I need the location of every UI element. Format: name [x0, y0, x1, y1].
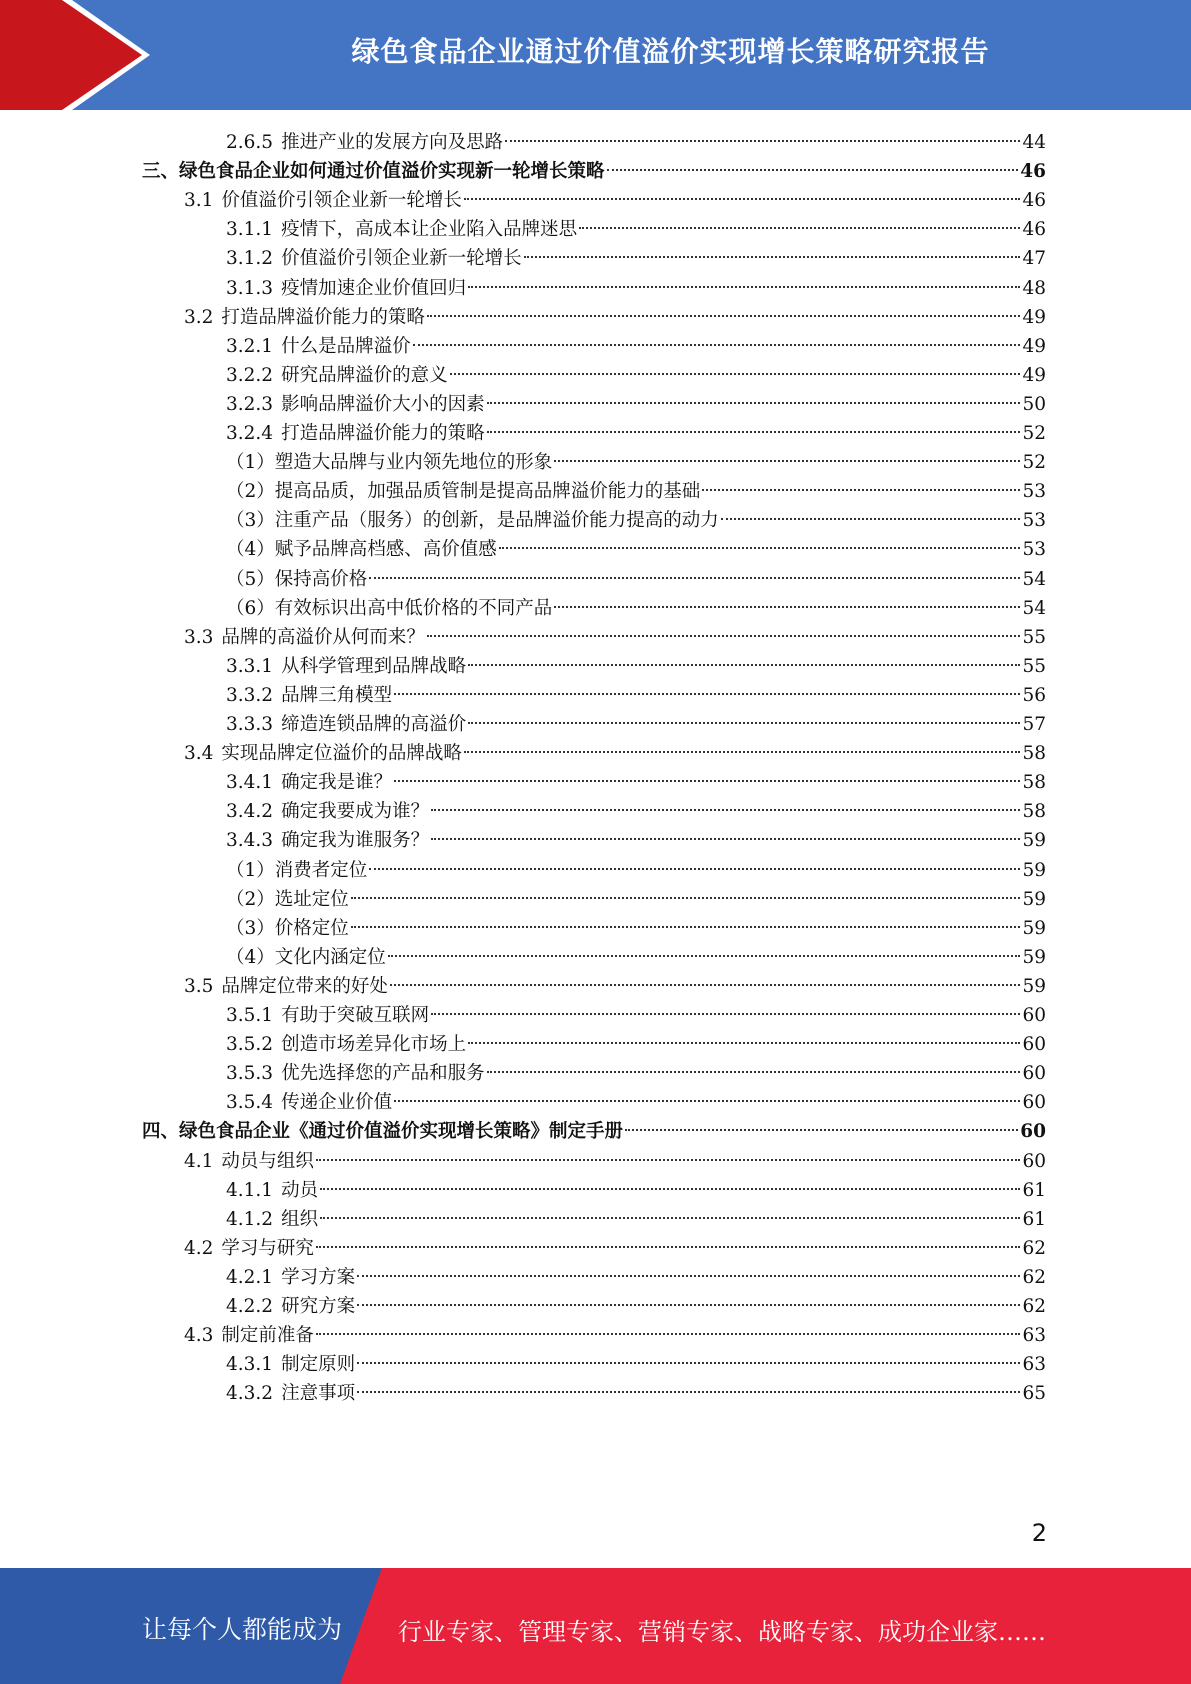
toc-entry[interactable]	[226, 1262, 1046, 1293]
toc-entry-title: 价值溢价引领企业新一轮增长	[221, 190, 462, 212]
toc-entry-title: （4）赋予品牌高档感、高价值感	[226, 539, 497, 561]
toc-entry-number: 3.2.3	[226, 393, 274, 415]
toc-entry-number: 3.2.2	[226, 364, 274, 386]
page-number: 2	[1031, 1519, 1047, 1547]
toc-entry-page: 56	[1022, 684, 1046, 706]
toc-dot-leader	[316, 1333, 1021, 1335]
toc-entry-page: 55	[1022, 626, 1046, 648]
toc-entry-title: 品牌三角模型	[281, 684, 393, 706]
toc-entry[interactable]	[226, 1058, 1046, 1089]
toc-dot-leader	[468, 1042, 1020, 1044]
toc-entry-page: 60	[1020, 1121, 1046, 1143]
toc-entry[interactable]	[226, 564, 1046, 595]
toc-entry-title: 推进产业的发展方向及思路	[281, 132, 504, 153]
toc-dot-leader	[431, 809, 1020, 811]
footer-slogan-left: 让每个人都能成为	[142, 1615, 343, 1644]
toc-entry-number: 3.1	[184, 190, 214, 212]
toc-entry-number: 3.4.2	[226, 801, 274, 823]
page-header	[0, 0, 1191, 110]
toc-entry-number: 3.5.2	[226, 1034, 274, 1056]
toc-entry-title: 品牌定位带来的好处	[221, 975, 388, 997]
toc-entry-title: 打造品牌溢价能力的策略	[281, 423, 485, 444]
toc-entry[interactable]	[184, 1320, 1046, 1351]
toc-entry[interactable]	[142, 1116, 1046, 1147]
toc-dot-leader	[607, 169, 1019, 171]
toc-entry-title: 确定我是谁？	[281, 772, 393, 794]
toc-entry[interactable]	[226, 1000, 1046, 1031]
toc-entry-page: 50	[1022, 393, 1046, 415]
toc-entry-number: 3.2.1	[226, 335, 274, 357]
toc-entry-page: 59	[1022, 830, 1046, 852]
toc-entry-number: 3.3.3	[226, 714, 274, 735]
toc-entry-number: 4.1	[184, 1150, 214, 1172]
toc-entry-title: 什么是品牌溢价	[281, 335, 411, 357]
toc-entry-title: 从科学管理到品牌战略	[281, 655, 467, 677]
toc-entry[interactable]	[226, 273, 1046, 304]
toc-entry-page: 59	[1022, 946, 1046, 968]
toc-dot-leader	[554, 606, 1020, 608]
toc-entry-title: 三、绿色食品企业如何通过价值溢价实现新一轮增长策略	[142, 161, 605, 183]
toc-entry-page: 62	[1022, 1237, 1046, 1259]
toc-entry-number: 4.2	[184, 1237, 214, 1259]
toc-entry-number: 3.1.3	[226, 277, 274, 299]
toc-entry-page: 53	[1022, 539, 1046, 561]
toc-entry-number: 3.2	[184, 306, 214, 328]
toc-entry-page: 59	[1022, 859, 1046, 881]
toc-entry[interactable]	[184, 738, 1046, 769]
toc-dot-leader	[464, 198, 1021, 200]
toc-entry-title: 研究品牌溢价的意义	[281, 364, 448, 386]
toc-entry-number: 4.3.2	[226, 1383, 274, 1405]
toc-entry[interactable]	[184, 302, 1046, 333]
toc-entry-title: 制定前准备	[221, 1325, 314, 1347]
toc-entry-number: 4.3	[184, 1325, 214, 1347]
toc-entry[interactable]	[226, 942, 1046, 973]
toc-entry-title: 确定我要成为谁？	[281, 801, 430, 823]
toc-entry[interactable]	[226, 855, 1046, 886]
toc-entry-page: 52	[1022, 452, 1046, 474]
toc-entry-page: 55	[1022, 655, 1046, 677]
toc-dot-leader	[625, 1129, 1018, 1131]
toc-entry-page: 63	[1022, 1325, 1046, 1347]
toc-entry-number: 3.5.4	[226, 1092, 274, 1114]
toc-entry-title: 动员	[281, 1179, 319, 1201]
toc-entry[interactable]	[226, 680, 1046, 711]
toc-dot-leader	[320, 1188, 1020, 1190]
toc-dot-leader	[316, 1246, 1021, 1248]
toc-entry[interactable]	[226, 593, 1046, 624]
toc-dot-leader	[554, 460, 1020, 462]
toc-entry-title: 品牌的高溢价从何而来？	[221, 626, 425, 648]
toc-entry-title: 影响品牌溢价大小的因素	[281, 393, 485, 415]
toc-entry-title: （3）价格定位	[226, 917, 349, 939]
toc-entry-title: 动员与组织	[221, 1150, 314, 1172]
toc-entry-page: 60	[1022, 1063, 1046, 1085]
toc-entry[interactable]	[226, 127, 1046, 158]
toc-entry[interactable]	[226, 1349, 1046, 1380]
toc-dot-leader	[505, 140, 1020, 142]
toc-entry-title: （2）选址定位	[226, 888, 349, 910]
toc-dot-leader	[413, 344, 1021, 346]
toc-entry-number: 3.3	[184, 626, 214, 648]
toc-dot-leader	[431, 1013, 1020, 1015]
toc-entry[interactable]	[226, 796, 1046, 827]
toc-entry-title: 创造市场差异化市场上	[281, 1034, 467, 1056]
toc-entry-page: 61	[1022, 1179, 1046, 1201]
toc-dot-leader	[468, 722, 1020, 724]
toc-entry[interactable]	[226, 1029, 1046, 1060]
toc-entry[interactable]	[226, 651, 1046, 682]
toc-entry-title: 有助于突破互联网	[281, 1005, 430, 1026]
toc-entry-title: （3）注重产品（服务）的创新，是品牌溢价能力提高的动力	[226, 510, 719, 532]
toc-dot-leader	[487, 402, 1021, 404]
toc-entry[interactable]	[226, 331, 1046, 362]
toc-dot-leader	[431, 838, 1020, 840]
toc-entry-page: 65	[1022, 1383, 1046, 1405]
toc-entry[interactable]	[226, 1291, 1046, 1322]
toc-entry[interactable]	[226, 767, 1046, 798]
toc-entry-page: 54	[1022, 568, 1046, 590]
toc-entry-page: 48	[1022, 277, 1046, 299]
toc-entry-page: 58	[1022, 772, 1046, 794]
toc-entry-page: 49	[1022, 306, 1046, 328]
toc-entry-page: 46	[1022, 190, 1046, 212]
toc-dot-leader	[394, 780, 1020, 782]
toc-entry-title: 注意事项	[281, 1383, 356, 1405]
toc-dot-leader	[524, 256, 1021, 258]
toc-dot-leader	[316, 1159, 1021, 1161]
toc-entry[interactable]	[226, 360, 1046, 391]
toc-dot-leader	[357, 1391, 1020, 1393]
toc-entry-page: 49	[1022, 335, 1046, 357]
toc-entry[interactable]	[226, 1378, 1046, 1409]
toc-dot-leader	[369, 868, 1020, 870]
toc-entry-page: 44	[1022, 132, 1046, 153]
toc-entry-title: 制定原则	[281, 1354, 356, 1376]
toc-dot-leader	[427, 635, 1021, 637]
toc-entry-page: 62	[1022, 1296, 1046, 1317]
toc-entry-title: 疫情加速企业价值回归	[281, 277, 467, 299]
toc-entry-title: 疫情下，高成本让企业陷入品牌迷思	[281, 219, 578, 241]
toc-entry-title: （4）文化内涵定位	[226, 946, 386, 968]
toc-entry-title: （2）提高品质，加强品质管制是提高品牌溢价能力的基础	[226, 481, 701, 503]
toc-entry-number: 4.1.2	[226, 1208, 274, 1230]
document-title: 绿色食品企业通过价值溢价实现增长策略研究报告	[351, 35, 990, 68]
toc-entry-title: （6）有效标识出高中低价格的不同产品	[226, 597, 553, 619]
toc-entry-number: 3.3.1	[226, 655, 274, 677]
toc-entry[interactable]	[226, 709, 1046, 740]
toc-entry[interactable]	[184, 622, 1046, 653]
toc-entry-number: 3.4.3	[226, 830, 274, 852]
toc-dot-leader	[487, 1071, 1021, 1073]
toc-dot-leader	[450, 373, 1021, 375]
toc-entry-page: 53	[1022, 481, 1046, 503]
toc-entry[interactable]	[184, 1146, 1046, 1177]
toc-entry-page: 58	[1022, 801, 1046, 823]
toc-entry-title: （1）塑造大品牌与业内领先地位的形象	[226, 452, 553, 474]
toc-entry-number: 3.3.2	[226, 684, 274, 706]
toc-entry-number: 4.2.2	[226, 1296, 274, 1317]
toc-entry[interactable]	[226, 214, 1046, 245]
toc-entry-page: 60	[1022, 1150, 1046, 1172]
toc-entry-number: 2.6.5	[226, 132, 274, 153]
toc-dot-leader	[394, 1100, 1020, 1102]
toc-dot-leader	[702, 489, 1020, 491]
toc-entry-page: 60	[1022, 1092, 1046, 1114]
toc-dot-leader	[499, 547, 1021, 549]
toc-entry-page: 57	[1022, 714, 1046, 735]
footer-slogan-right: 行业专家、管理专家、营销专家、战略专家、成功企业家……	[398, 1618, 1046, 1646]
toc-dot-leader	[369, 577, 1020, 579]
toc-dot-leader	[388, 955, 1021, 957]
toc-entry-page: 60	[1022, 1034, 1046, 1056]
toc-entry-title: 价值溢价引领企业新一轮增长	[281, 248, 522, 270]
page-footer	[0, 1568, 1191, 1684]
toc-entry-title: 确定我为谁服务？	[281, 830, 430, 852]
toc-dot-leader	[394, 693, 1020, 695]
toc-entry-page: 46	[1022, 219, 1046, 241]
toc-entry-number: 4.1.1	[226, 1179, 274, 1201]
toc-entry-title: （1）消费者定位	[226, 859, 368, 881]
toc-entry-number: 3.5.1	[226, 1005, 274, 1026]
toc-entry[interactable]	[184, 185, 1046, 216]
toc-entry-page: 59	[1022, 917, 1046, 939]
toc-entry-title: 研究方案	[281, 1296, 356, 1317]
toc-entry[interactable]	[226, 1175, 1046, 1206]
toc-dot-leader	[390, 984, 1021, 986]
toc-entry-title: 四、绿色食品企业《通过价值溢价实现增长策略》制定手册	[142, 1121, 624, 1143]
toc-entry-title: 传递企业价值	[281, 1092, 393, 1114]
toc-entry[interactable]	[226, 913, 1046, 944]
toc-entry[interactable]	[226, 243, 1046, 274]
toc-dot-leader	[357, 1304, 1020, 1306]
toc-entry-number: 3.5	[184, 975, 214, 997]
toc-entry-number: 4.3.1	[226, 1354, 274, 1376]
toc-entry-title: 实现品牌定位溢价的品牌战略	[221, 743, 462, 765]
toc-entry-title: 优先选择您的产品和服务	[281, 1063, 485, 1085]
toc-entry-number: 3.4	[184, 743, 214, 765]
toc-dot-leader	[351, 926, 1021, 928]
toc-entry[interactable]	[226, 1087, 1046, 1118]
toc-entry[interactable]	[226, 476, 1046, 507]
toc-entry[interactable]	[226, 825, 1046, 856]
toc-entry-page: 47	[1022, 248, 1046, 270]
toc-entry-page: 63	[1022, 1354, 1046, 1376]
toc-entry-page: 59	[1022, 975, 1046, 997]
header-arrow-icon	[0, 0, 160, 110]
toc-entry-number: 3.2.4	[226, 423, 274, 444]
toc-entry[interactable]	[142, 156, 1046, 187]
toc-entry-title: 学习方案	[281, 1266, 356, 1288]
toc-dot-leader	[468, 286, 1020, 288]
toc-entry[interactable]	[184, 971, 1046, 1002]
toc-entry[interactable]	[226, 1204, 1046, 1235]
toc-entry[interactable]	[226, 447, 1046, 478]
toc-entry-page: 60	[1022, 1005, 1046, 1026]
toc-entry-page: 58	[1022, 743, 1046, 765]
toc-entry-title: 缔造连锁品牌的高溢价	[281, 714, 467, 735]
toc-entry-page: 62	[1022, 1266, 1046, 1288]
toc-entry-title: 打造品牌溢价能力的策略	[221, 306, 425, 328]
toc-entry-number: 3.1.1	[226, 219, 274, 241]
toc-entry-number: 3.5.3	[226, 1063, 274, 1085]
toc-entry[interactable]	[226, 534, 1046, 565]
toc-dot-leader	[721, 518, 1021, 520]
toc-entry-page: 46	[1020, 161, 1046, 183]
toc-entry[interactable]	[184, 1233, 1046, 1264]
toc-entry[interactable]	[226, 389, 1046, 420]
toc-entry[interactable]	[226, 418, 1046, 449]
toc-entry-title: 组织	[281, 1208, 319, 1230]
toc-entry[interactable]	[226, 884, 1046, 915]
toc-entry-page: 49	[1022, 364, 1046, 386]
toc-dot-leader	[427, 315, 1021, 317]
toc-entry[interactable]	[226, 505, 1046, 536]
toc-entry-title: 学习与研究	[221, 1237, 314, 1259]
toc-dot-leader	[464, 751, 1021, 753]
toc-entry-number: 3.1.2	[226, 248, 274, 270]
toc-entry-page: 54	[1022, 597, 1046, 619]
toc-dot-leader	[487, 431, 1021, 433]
toc-dot-leader	[320, 1217, 1020, 1219]
toc-dot-leader	[468, 664, 1020, 666]
toc-entry-page: 61	[1022, 1208, 1046, 1230]
toc-entry-page: 59	[1022, 888, 1046, 910]
toc-dot-leader	[357, 1275, 1020, 1277]
toc-dot-leader	[351, 897, 1021, 899]
toc-entry-number: 4.2.1	[226, 1266, 274, 1288]
toc-dot-leader	[357, 1362, 1020, 1364]
toc-dot-leader	[579, 227, 1020, 229]
toc-entry-page: 52	[1022, 423, 1046, 444]
toc-entry-page: 53	[1022, 510, 1046, 532]
toc-entry-title: （5）保持高价格	[226, 568, 368, 590]
toc-entry-number: 3.4.1	[226, 772, 274, 794]
